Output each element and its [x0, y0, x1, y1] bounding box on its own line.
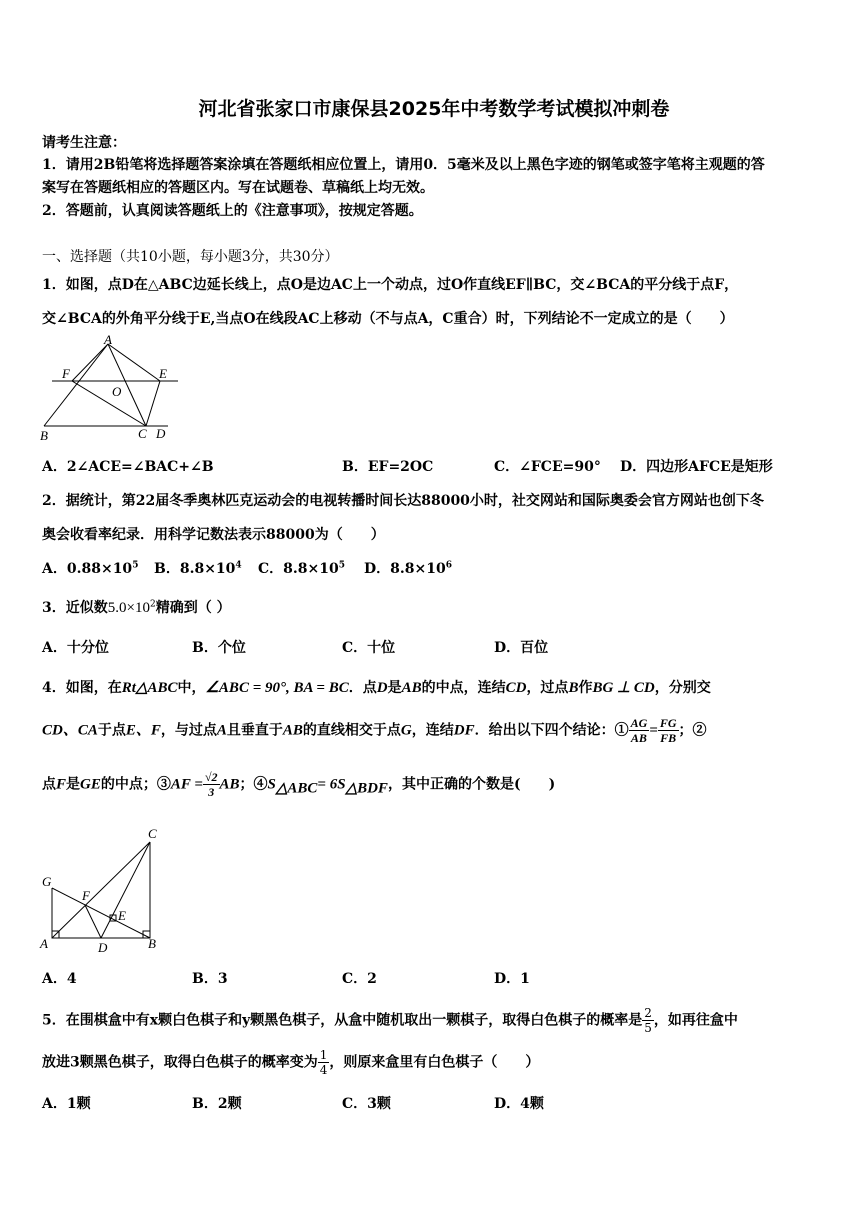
q5-line2: 放进3颗黑色棋子，取得白色棋子的概率变为 $\frac{1}{4}$ ，则原来盒里有白色棋子（ ） — [42, 1048, 540, 1077]
q4-line1: 4．如图，在Rt△ABC中，∠ABC = 90°, BA = BC．点D是AB的中点，连结CD，过点B作BG ⊥ CD，分别交 — [42, 680, 711, 696]
page-title: 河北省张家口市康保县2025年中考数学考试模拟冲刺卷 — [198, 98, 670, 120]
q1-label: O — [112, 384, 122, 399]
q3-option-c[interactable]: C．十位 — [342, 640, 396, 656]
q4-label: D — [98, 940, 108, 954]
q1-line2: 交∠BCA的外角平分线于E,当点O在线段AC上移动（不与点A，C重合）时，下列结论不一定成立的是（ ） — [42, 311, 734, 327]
q5-option-a[interactable]: A．1颗 — [42, 1096, 91, 1112]
q4-label: C — [148, 826, 157, 841]
q4-option-b[interactable]: B．3 — [192, 971, 228, 987]
q2-option-d[interactable]: D．$8.8\times 10^6$ — [364, 560, 452, 577]
q3-option-a[interactable]: A．十分位 — [42, 640, 109, 656]
q4-figure — [36, 826, 166, 954]
notice-item1-line2: 案写在答题纸相应的答题区内。写在试题卷、草稿纸上均无效。 — [42, 180, 434, 196]
q5-line1: 5．在围棋盒中有x颗白色棋子和y颗黑色棋子，从盒中随机取出一颗棋子，取得白色棋子的概率是 $\frac{2}{5}$ ，如再往盒中 — [42, 1006, 738, 1035]
q4-line2: CD、CA于点E、F，与过点A且垂直于AB的直线相交于点G，连结DF．给出以下四个结论：① $\frac{AG}{AB}$ = $\frac{FG}{FB}$ ；② — [42, 716, 707, 745]
q4-option-a[interactable]: A．4 — [42, 971, 77, 987]
q4-label: E — [118, 908, 126, 923]
q2-option-b[interactable]: B．$8.8\times 10^4$ — [154, 560, 242, 577]
q1-label: E — [159, 366, 167, 381]
q1-option-c[interactable]: C．∠FCE=90° — [494, 459, 601, 475]
q3-option-d[interactable]: D．百位 — [494, 640, 549, 656]
q5-option-d[interactable]: D．4颗 — [494, 1096, 544, 1112]
section-heading: 一、选择题（共10小题，每小题3分，共30分） — [42, 249, 339, 265]
q4-option-d[interactable]: D．1 — [494, 971, 530, 987]
q1-label: B — [40, 428, 48, 443]
q1-option-d[interactable]: D．四边形AFCE是矩形 — [620, 459, 773, 475]
q4-label: B — [148, 936, 156, 951]
q3-option-b[interactable]: B．个位 — [192, 640, 246, 656]
q2-option-c[interactable]: C．$8.8\times 10^5$ — [258, 560, 345, 577]
q1-label: C — [138, 426, 147, 441]
q5-option-c[interactable]: C．3颗 — [342, 1096, 391, 1112]
q4-label: A — [40, 936, 48, 951]
q1-label: F — [62, 366, 70, 381]
q4-label: F — [82, 888, 90, 903]
q1-label: D — [156, 426, 166, 441]
q1-line1: 1．如图，点D在△ABC边延长线上，点O是边AC上一个动点，过O作直线EF∥BC，交∠BCA的平分线于点F， — [42, 277, 739, 293]
q5-option-b[interactable]: B．2颗 — [192, 1096, 242, 1112]
q1-figure — [38, 334, 188, 444]
q2-line2: 奥会收看率纪录．用科学记数法表示88000为（ ） — [42, 527, 385, 543]
notice-heading: 请考生注意： — [42, 135, 126, 151]
q4-option-c[interactable]: C．2 — [342, 971, 377, 987]
q2-line1: 2．据统计，第22届冬季奥林匹克运动会的电视转播时间长达88000小时，社交网站和国际奥委会官方网站也创下冬 — [42, 493, 764, 509]
notice-item1-line1: 1．请用2B铅笔将选择题答案涂填在答题纸相应位置上，请用0．5毫米及以上黑色字迹的钢笔或签字笔将主观题的答 — [42, 157, 765, 173]
q4-line3: 点F是GE的中点；③AF = $\frac{√2}{3}$ AB；$④S_{\triangle ABC}= 6S_{\triangle BDF}$，其中正确的个数是( ) — [42, 770, 556, 799]
q2-option-a[interactable]: A．$0.88\times 10^5$ — [42, 560, 139, 577]
q1-label: A — [104, 334, 112, 347]
q1-option-a[interactable]: A．2∠ACE=∠BAC+∠B — [42, 459, 214, 475]
q1-option-b[interactable]: B．EF=2OC — [342, 459, 434, 475]
q3-stem: 3．近似数$5.0\times 10^2$精确到（ ） — [42, 599, 231, 616]
q4-label: G — [42, 874, 52, 889]
notice-item2: 2．答题前，认真阅读答题纸上的《注意事项》，按规定答题。 — [42, 203, 423, 219]
